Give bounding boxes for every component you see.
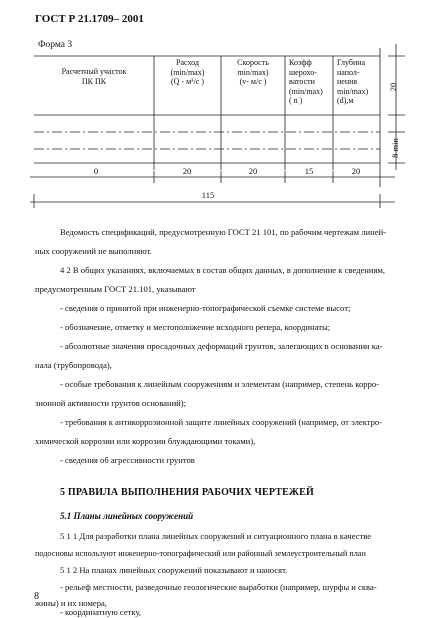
col-depth-line1: Глубина	[337, 58, 366, 67]
form-label: Форма 3	[38, 40, 73, 50]
para2-line-1: 5 1 1 Для разработки плана линейных сооружений и ситуационного плана в качестве	[60, 531, 372, 541]
col-roughness-header	[287, 58, 333, 106]
subsection-title: 5.1 Планы линейных сооружений	[60, 511, 194, 521]
col-flow-line1: Расход	[176, 58, 199, 67]
width-col2: 20	[182, 166, 192, 176]
col-section-header	[36, 67, 152, 86]
col-depth-line4: min/max)	[337, 86, 369, 96]
col-section-pk: ПК ПК	[81, 76, 107, 86]
col-rough-line4: (min/max)	[289, 86, 323, 96]
para-line-3: 4 2 В общих указаниях, включаемых в состав общих данных, в дополнение к сведениям,	[60, 265, 386, 275]
col-depth-line5: (d),м	[337, 96, 354, 105]
para-line-8: нала (трубопровода),	[35, 360, 112, 370]
para-line-11: - требования к антикоррозионной защите линейных сооружений (например, от электро-	[60, 417, 383, 427]
total-width: 115	[201, 190, 215, 200]
col-section-title: Расчетный участок	[61, 67, 127, 76]
section-title: 5 ПРАВИЛА ВЫПОЛНЕНИЯ РАБОЧИХ ЧЕРТЕЖЕЙ	[60, 487, 314, 498]
col-flow-header	[156, 58, 219, 87]
col-depth-header	[335, 58, 381, 106]
para2-line-6: - координатную сетку,	[60, 607, 142, 617]
para-line-4: предусмотренным ГОСТ 21.101, указывают	[35, 284, 196, 294]
col-speed-header	[223, 58, 283, 87]
col-speed-line2: min/max)	[237, 67, 269, 77]
para-line-9: - особые требования к линейным сооружениям и элементам (например, степень корро-	[60, 379, 380, 389]
col-rough-line3: ватости	[289, 77, 315, 86]
para-line-12: химической коррозии или коррозии блуждающими токами),	[35, 436, 256, 446]
col-depth-line3: нения	[337, 77, 358, 86]
width-col3: 20	[248, 166, 258, 176]
width-col4: 15	[304, 166, 314, 176]
para-line-6: - обозначение, отметку и местоположение исходного репера, координаты;	[60, 322, 331, 332]
col-depth-line2: напол-	[337, 67, 360, 77]
para-line-13: - сведения об агрессивности грунтов	[60, 455, 195, 465]
col-flow-line2: (min/max)	[170, 67, 205, 77]
width-col5: 20	[351, 166, 361, 176]
row-height-dim: 8 min	[390, 138, 400, 158]
para2-line-4: - рельеф местности, разведочные геологические выработки (например, шурфы и сква-	[60, 582, 377, 592]
header-height-dim: 20	[388, 82, 398, 92]
page-number: 8	[34, 591, 39, 602]
para2-line-2: подосновы используют инженерно-топографический или районный землеустроительный план	[35, 549, 366, 558]
para2-line-3: 5 1 2 На планах линейных сооружений показывают и наносят.	[60, 565, 288, 575]
col-speed-line1: Скорость	[237, 58, 269, 67]
col-rough-line5: ( n )	[289, 96, 303, 105]
para-line-1: Ведомость спецификаций, предусмотренную ГОСТ 21 101, по рабочим чертежам линей-	[60, 227, 387, 237]
para2-line-5: жины) и их номера,	[35, 598, 107, 608]
col-flow-line3: (Q - м³/с )	[170, 77, 204, 86]
para-line-7: - абсолютные значения просадочных деформаций грунтов, залегающих в основании ка-	[60, 341, 383, 351]
document-header: ГОСТ Р 21.1709– 2001	[35, 13, 144, 25]
para-line-2: ных сооружений не выполняют.	[35, 246, 152, 256]
col-rough-line2: шерохо-	[289, 67, 317, 77]
col-speed-line3: (v- м/с )	[239, 77, 267, 86]
col-rough-line1: Коэфф	[289, 58, 312, 67]
para-line-5: - сведения о принятой при инженерно-топографической съемке системе высот;	[60, 303, 351, 313]
width-col1: 0	[93, 166, 99, 176]
para-line-10: зионной активности грунтов оснований);	[35, 398, 187, 408]
